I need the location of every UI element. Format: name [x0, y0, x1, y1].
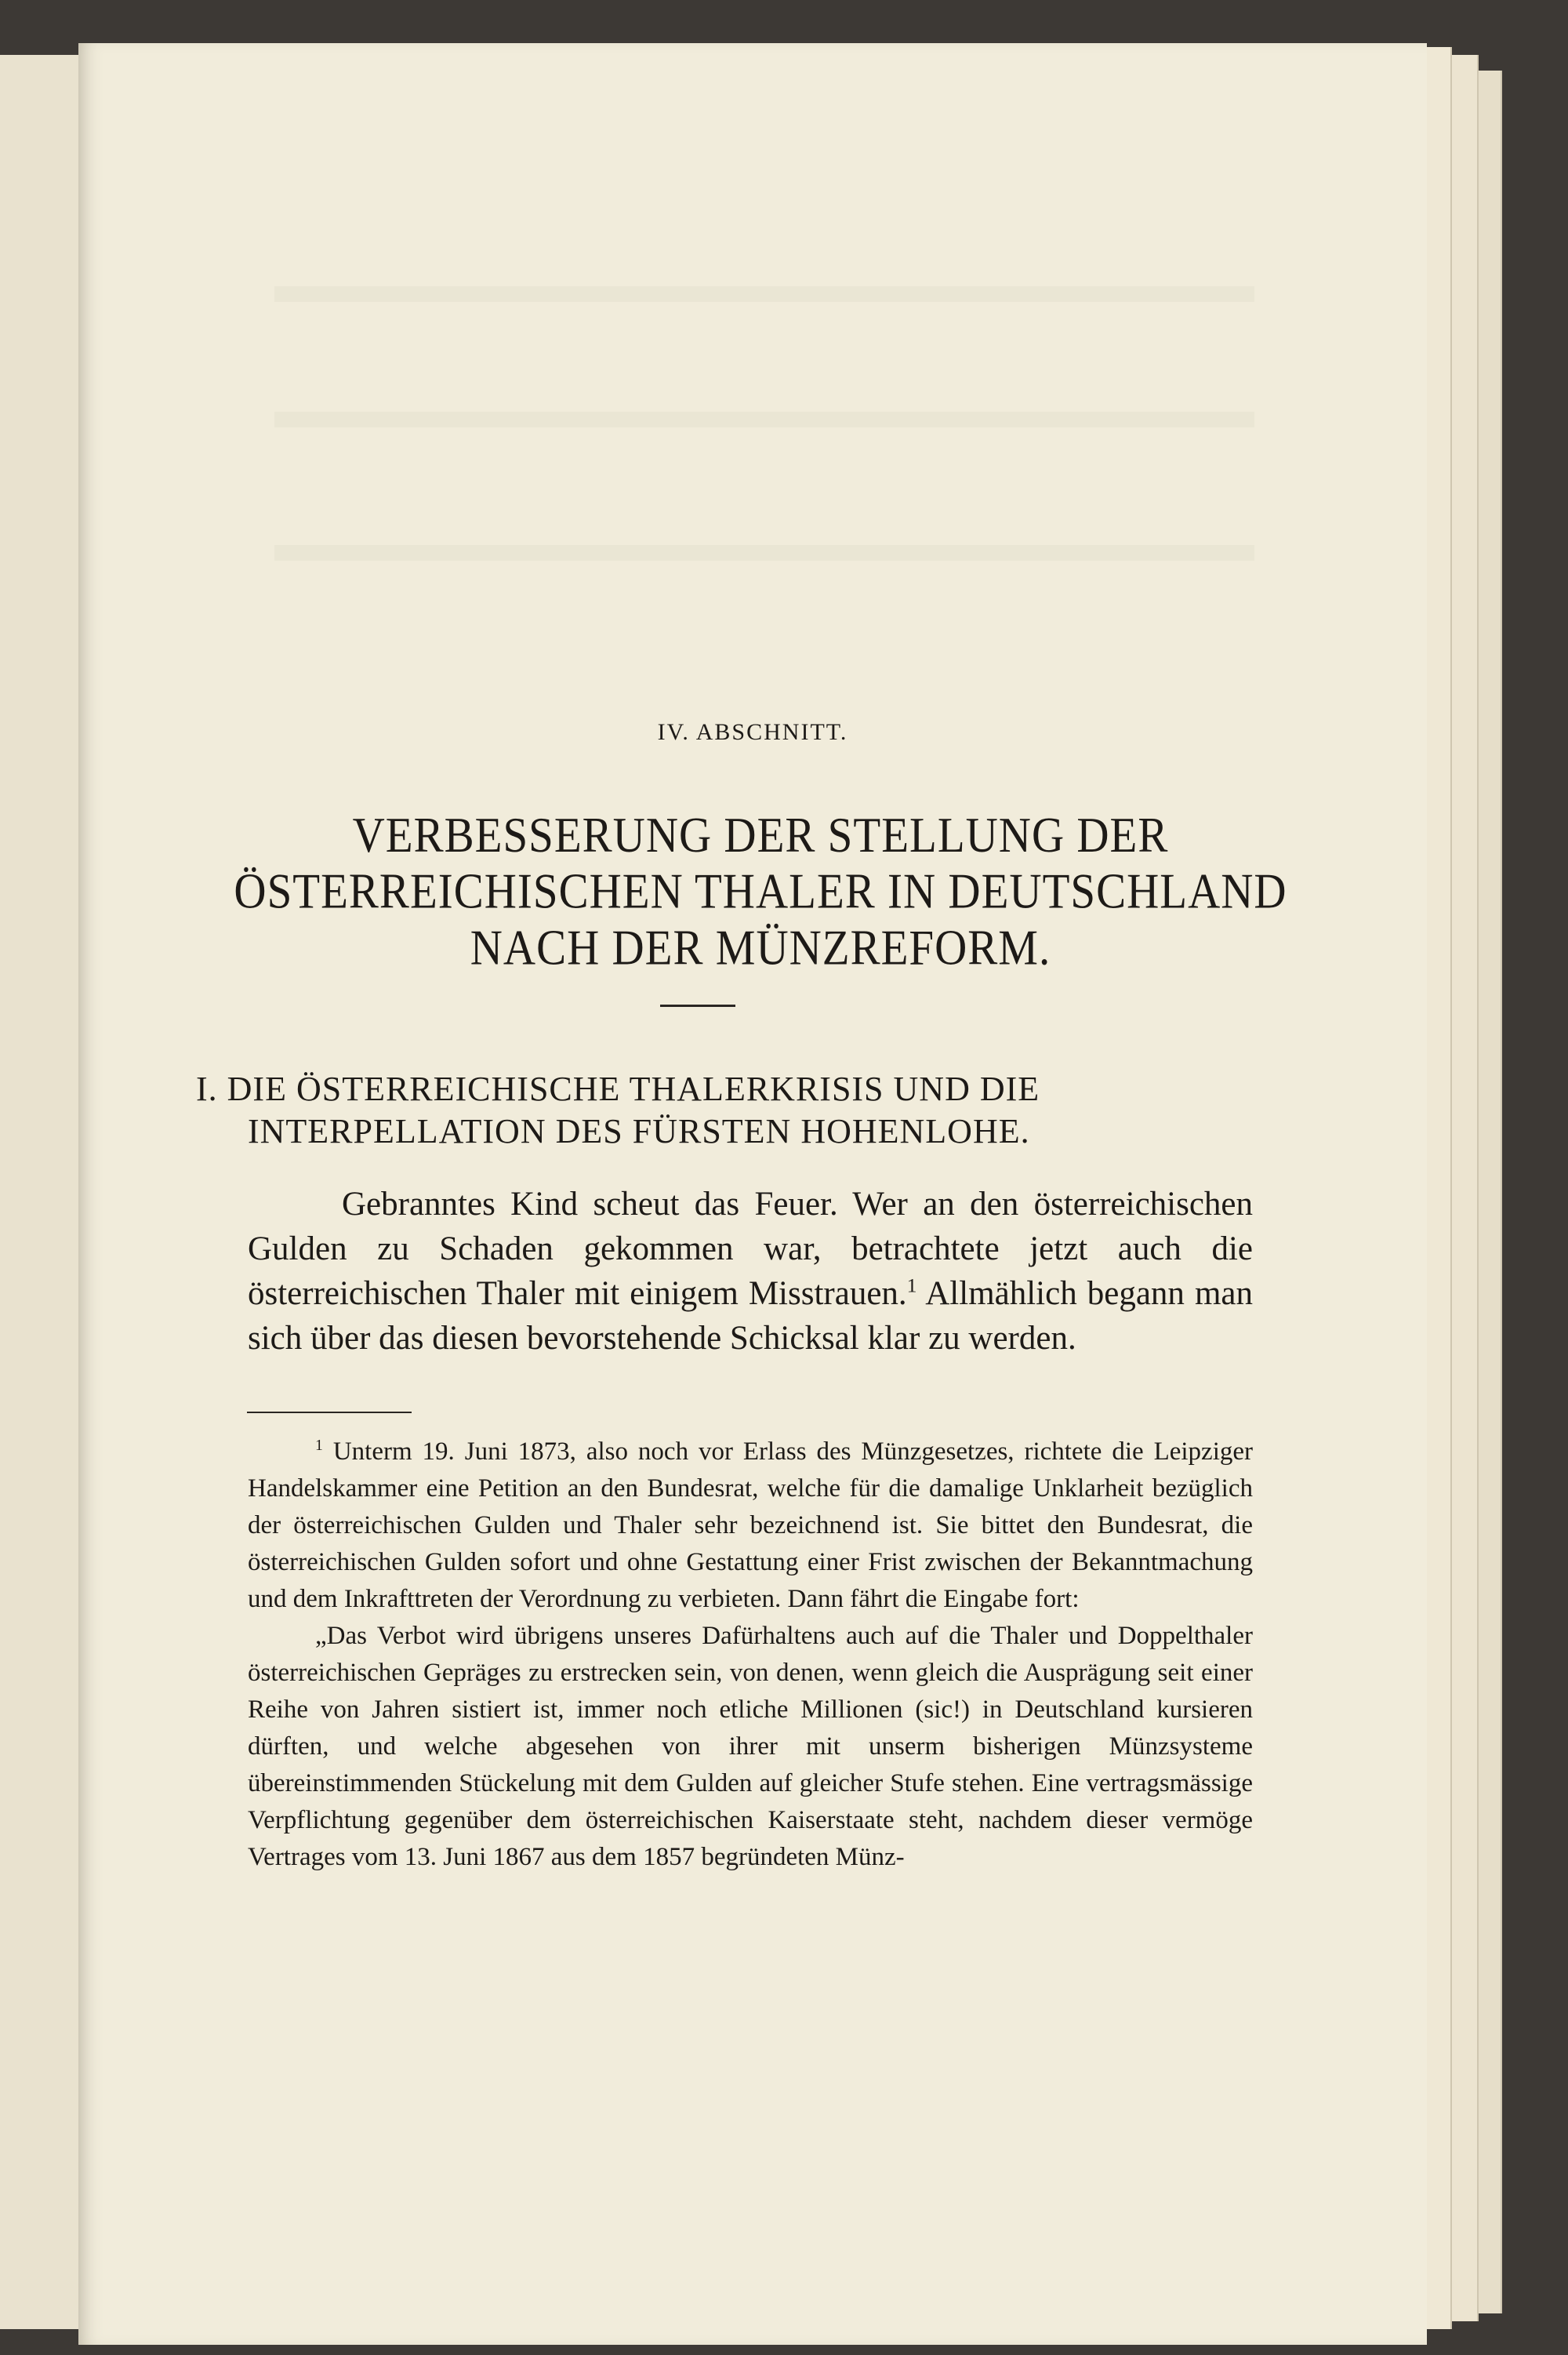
bleed-through — [274, 286, 1254, 302]
footnote-text-1: Unterm 19. Juni 1873, also noch vor Erlass des Münzgesetzes, richtete die Leipziger Handelskammer eine Petition an den Bundesrat, welche für die damalige Unklarheit bezüglich der österreichischen Gulden und Thaler sehr bezeichnend ist. Sie bittet den Bundesrat, die österreichischen Gulden sofort und ohne Gestattung einer Frist zwischen der Bekanntmachung und dem Inkrafttreten der Verordnung zu verbieten. Dann fährt die Eingabe fort: — [248, 1437, 1254, 1613]
body-text-end: Allmählich begann man sich über das diesen bevorstehende Schicksal klar zu werden. — [248, 1275, 1253, 1357]
bleed-through — [274, 412, 1254, 427]
book-page — [78, 43, 1427, 2345]
footnote — [248, 1434, 1253, 1876]
left-page-margin — [0, 55, 81, 2329]
subsection-title-line-2: INTERPELLATION DES FÜRSTEN HOHENLOHE. — [248, 1112, 1030, 1150]
title-divider — [660, 1005, 735, 1007]
footnote-marker: 1 — [315, 1437, 323, 1454]
footnote-quote: „Das Verbot wird übrigens unseres Dafürhaltens auch auf die Thaler und Doppelthaler österreichischen Gepräges zu erstrecken sein, von denen, wenn gleich die Ausprägung seit einer Reihe von Jahren sistiert ist, immer noch etliche Millionen (sic!) in Deutschland kursieren dürften, und welche abgesehen von ihrer mit unserm bisherigen Münzsysteme übereinstimmenden Stückelung mit dem Gulden auf gleicher Stufe stehen. Eine vertragsmässige Verpflichtung gegenüber dem österreichischen Kaiserstaate steht, nachdem dieser vermöge Vertrages vom 13. Juni 1867 aus dem 1857 begründeten Münz- — [248, 1622, 1253, 1871]
body-text-start: Gebranntes Kind scheut das Feuer. Wer an den österreichischen Gulden zu Schaden gekommen war, betrachtete jetzt auch die österreichischen Thaler mit einigem Misstrauen. — [248, 1186, 1253, 1312]
subsection-title-line-1: I. DIE ÖSTERREICHISCHE THALERKRISIS UND DIE — [196, 1070, 1040, 1108]
footnote-divider — [247, 1412, 412, 1413]
section-label: IV. ABSCHNITT. — [657, 719, 848, 745]
footnote-reference: 1 — [906, 1274, 917, 1297]
chapter-title: VERBESSERUNG DER STELLUNG DER ÖSTERREICHISCHEN THALER IN DEUTSCHLAND NACH DER MÜNZREFORM. — [234, 808, 1287, 976]
subsection-title — [196, 1068, 1294, 1153]
bleed-through — [274, 545, 1254, 561]
body-paragraph — [248, 1182, 1253, 1361]
footnote-paragraph — [248, 1434, 1253, 1618]
